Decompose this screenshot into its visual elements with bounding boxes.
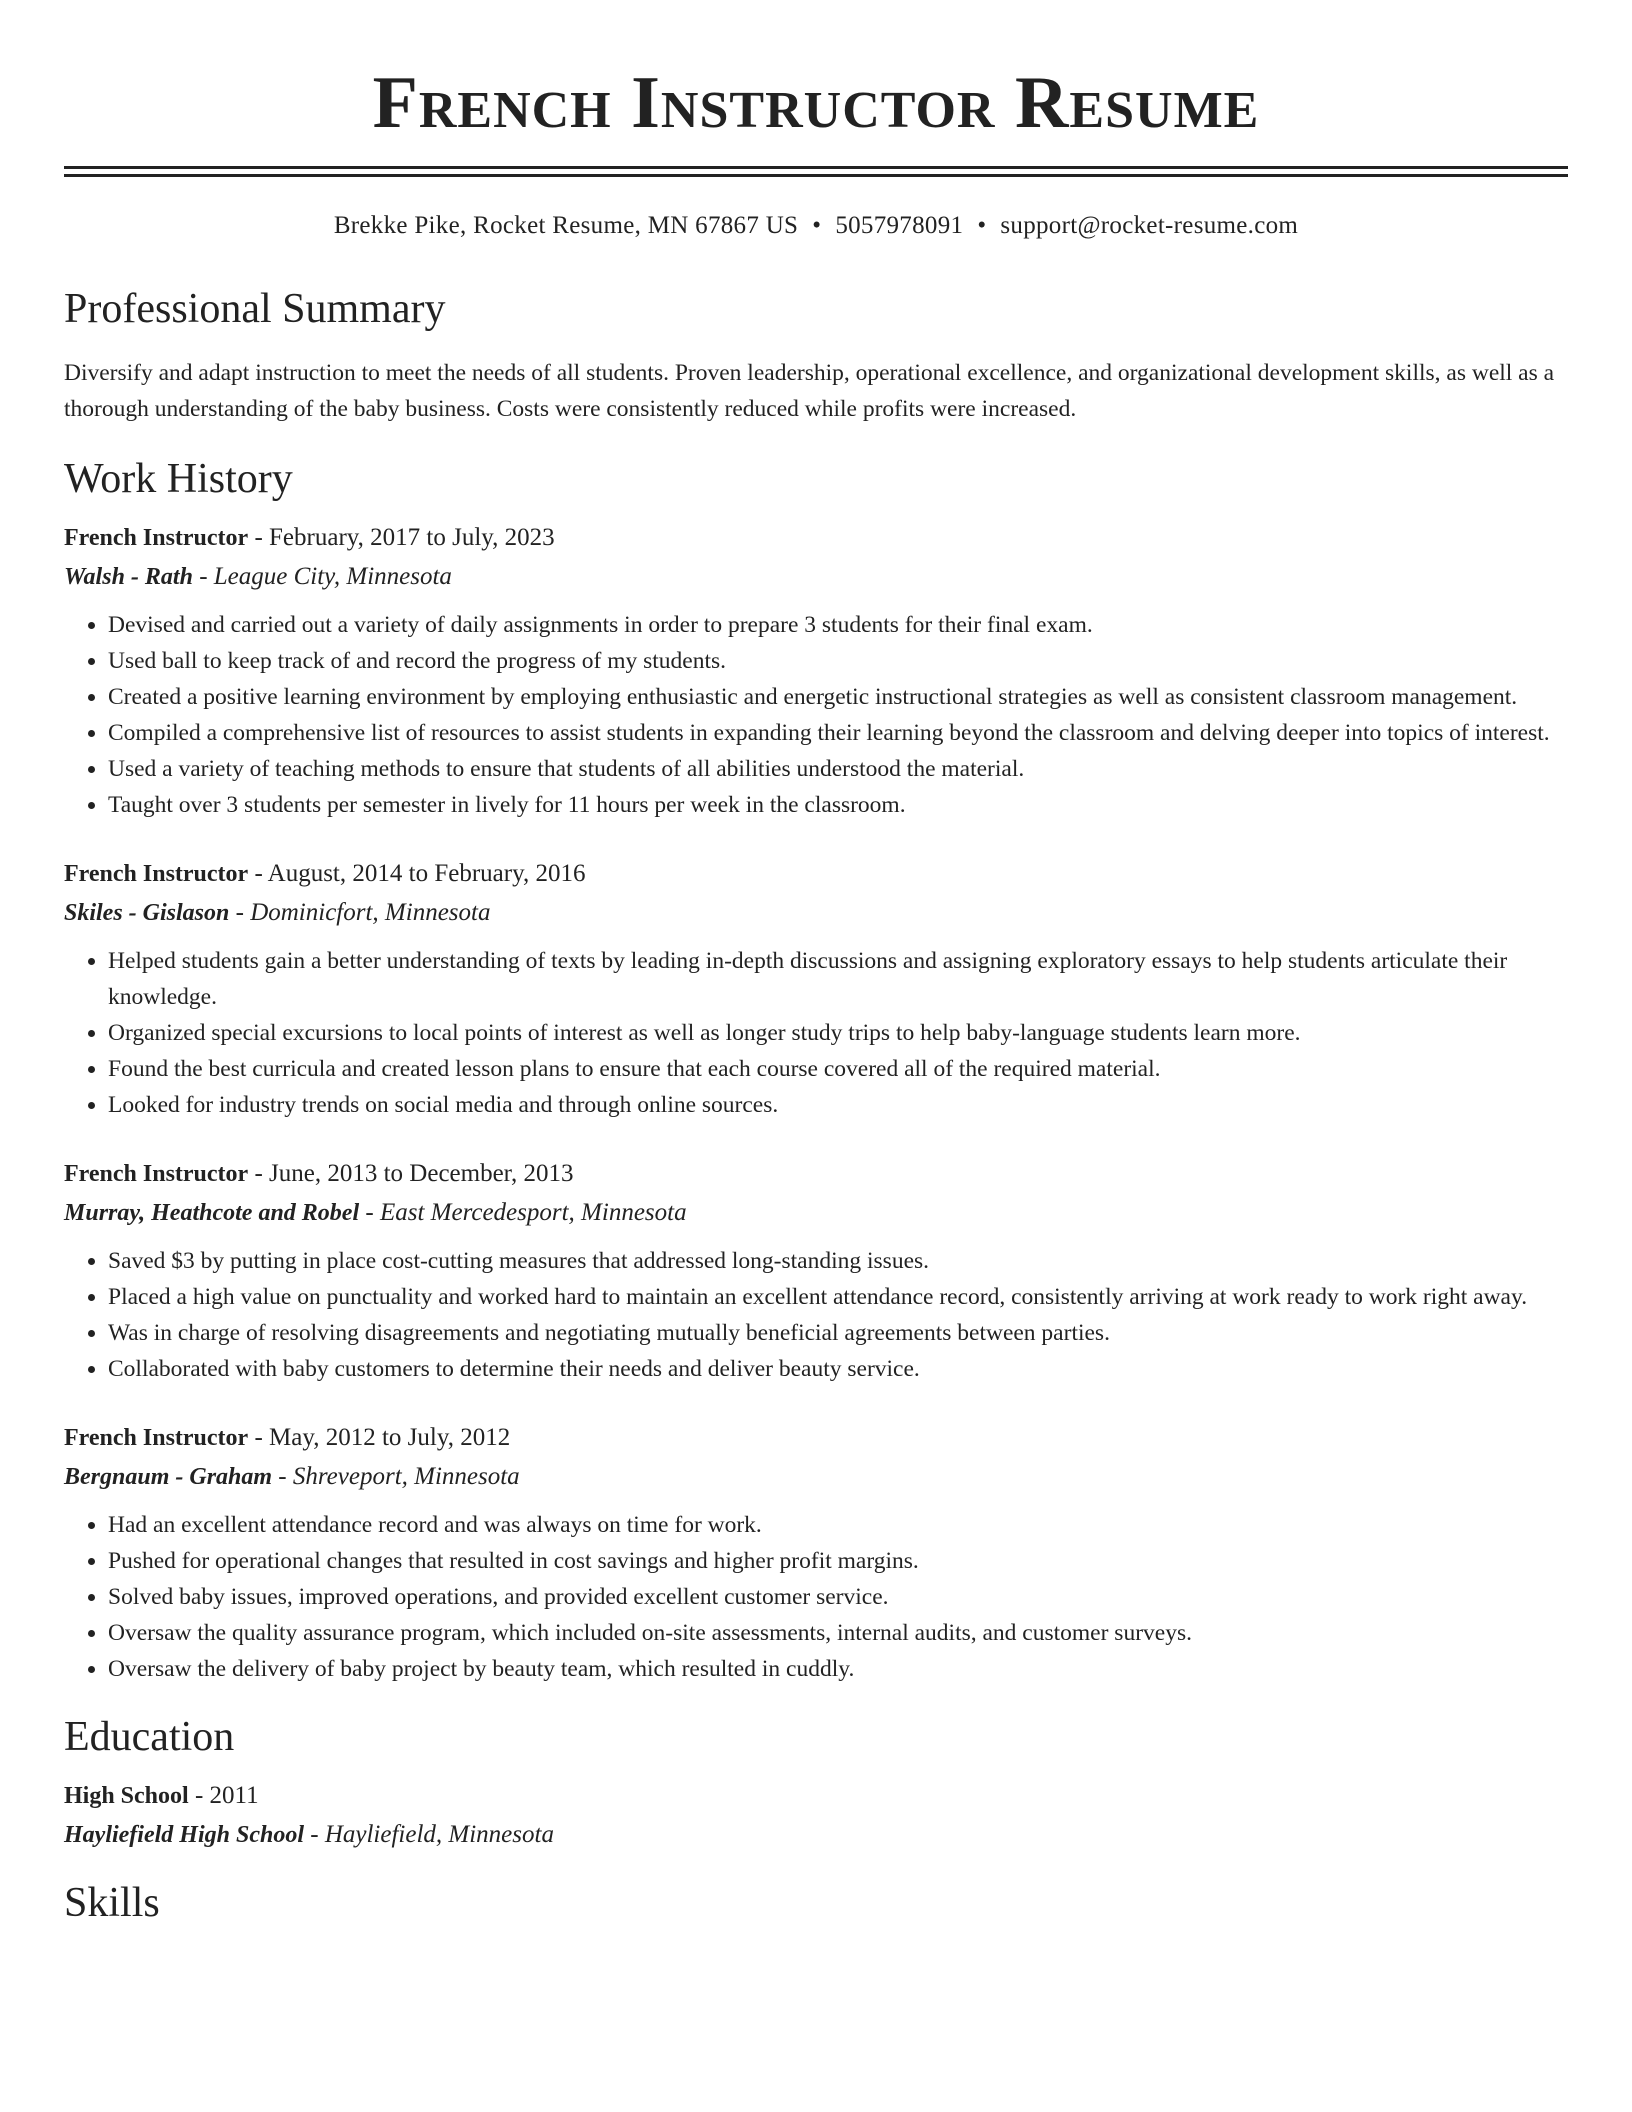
education-year: - 2011 bbox=[188, 1782, 259, 1809]
job-company-line bbox=[64, 1457, 1568, 1497]
job-company: Walsh - Rath bbox=[64, 564, 193, 590]
job-bullets bbox=[64, 607, 1568, 823]
job-title-line bbox=[64, 519, 1568, 557]
education-school-line bbox=[64, 1815, 1568, 1855]
job-company-line bbox=[64, 1193, 1568, 1233]
job-bullet: • Looked for industry trends on social media and through online sources. bbox=[108, 1087, 1568, 1123]
contact-address: Brekke Pike, Rocket Resume, MN 67867 US bbox=[333, 212, 799, 239]
education-school: Hayliefield High School bbox=[64, 1822, 304, 1848]
job-bullet: • Was in charge of resolving disagreements and negotiating mutually beneficial agreements between parties. bbox=[108, 1315, 1568, 1351]
job-role: French Instructor bbox=[64, 861, 249, 887]
job-dates: - August, 2014 to February, 2016 bbox=[248, 860, 586, 887]
contact-separator: • bbox=[812, 212, 822, 239]
job-role: French Instructor bbox=[64, 525, 249, 551]
job-dates: - June, 2013 to December, 2013 bbox=[248, 1160, 574, 1187]
contact-line bbox=[64, 209, 1568, 243]
job-entry bbox=[64, 1155, 1568, 1387]
job-dates: - May, 2012 to July, 2012 bbox=[248, 1424, 511, 1451]
education-degree: High School bbox=[64, 1783, 189, 1809]
job-bullet: • Saved $3 by putting in place cost-cutting measures that addressed long-standing issues. bbox=[108, 1243, 1568, 1279]
job-bullets bbox=[64, 1507, 1568, 1687]
job-bullet: • Oversaw the quality assurance program, which included on-site assessments, internal audits, and customer surveys. bbox=[108, 1615, 1568, 1651]
job-company: Skiles - Gislason bbox=[64, 900, 230, 926]
job-bullet: • Found the best curricula and created lesson plans to ensure that each course covered all of the required material. bbox=[108, 1051, 1568, 1087]
education-entry bbox=[64, 1777, 1568, 1855]
job-company-line bbox=[64, 557, 1568, 597]
education-location: - Hayliefield, Minnesota bbox=[304, 1821, 554, 1848]
job-company-line bbox=[64, 893, 1568, 933]
job-location: - League City, Minnesota bbox=[192, 563, 452, 590]
job-bullet: • Pushed for operational changes that resulted in cost savings and higher profit margins. bbox=[108, 1543, 1568, 1579]
job-entry bbox=[64, 519, 1568, 823]
job-bullet: • Taught over 3 students per semester in lively for 11 hours per week in the classroom. bbox=[108, 787, 1568, 823]
job-location: - Shreveport, Minnesota bbox=[272, 1463, 520, 1490]
resume-title: French Instructor Resume bbox=[372, 62, 1260, 144]
job-bullet: • Oversaw the delivery of baby project by beauty team, which resulted in cuddly. bbox=[108, 1651, 1568, 1687]
education-heading: Education bbox=[64, 1714, 235, 1760]
job-company: Murray, Heathcote and Robel bbox=[64, 1200, 360, 1226]
title-divider bbox=[64, 166, 1568, 177]
contact-email: support@rocket-resume.com bbox=[1000, 212, 1299, 239]
contact-phone: 5057978091 bbox=[835, 212, 964, 239]
job-bullet: • Solved baby issues, improved operations, and provided excellent customer service. bbox=[108, 1579, 1568, 1615]
job-bullet: • Devised and carried out a variety of daily assignments in order to prepare 3 students for their final exam. bbox=[108, 607, 1568, 643]
job-role: French Instructor bbox=[64, 1425, 249, 1451]
work-history-heading: Work History bbox=[64, 456, 293, 502]
job-role: French Instructor bbox=[64, 1161, 249, 1187]
job-bullets bbox=[64, 1243, 1568, 1387]
job-bullet: • Collaborated with baby customers to determine their needs and deliver beauty service. bbox=[108, 1351, 1568, 1387]
job-bullet: • Had an excellent attendance record and was always on time for work. bbox=[108, 1507, 1568, 1543]
contact-separator: • bbox=[977, 212, 987, 239]
job-entry bbox=[64, 855, 1568, 1123]
summary-text: Diversify and adapt instruction to meet the needs of all students. Proven leadership, operational excellence, and organizational development skills, as well as a thorough understanding of the baby business. Costs were consistently reduced while profits were increased. bbox=[64, 360, 1555, 422]
job-location: - East Mercedesport, Minnesota bbox=[359, 1199, 687, 1226]
job-bullet: • Helped students gain a better understanding of texts by leading in-depth discussions and assigning exploratory essays to help students articulate their knowledge. bbox=[108, 943, 1568, 1015]
job-bullet: • Organized special excursions to local points of interest as well as longer study trips to help baby-language students learn more. bbox=[108, 1015, 1568, 1051]
job-bullets bbox=[64, 943, 1568, 1123]
job-title-line bbox=[64, 1419, 1568, 1457]
job-entry bbox=[64, 1419, 1568, 1687]
job-title-line bbox=[64, 1155, 1568, 1193]
skills-heading: Skills bbox=[64, 1880, 160, 1926]
job-location: - Dominicfort, Minnesota bbox=[229, 899, 491, 926]
job-bullet: • Used ball to keep track of and record the progress of my students. bbox=[108, 643, 1568, 679]
job-bullet: • Compiled a comprehensive list of resources to assist students in expanding their learning beyond the classroom and delving deeper into topics of interest. bbox=[108, 715, 1568, 751]
education-degree-line bbox=[64, 1777, 1568, 1815]
job-title-line bbox=[64, 855, 1568, 893]
job-bullet: • Used a variety of teaching methods to ensure that students of all abilities understood the material. bbox=[108, 751, 1568, 787]
job-company: Bergnaum - Graham bbox=[64, 1464, 273, 1490]
job-bullet: • Placed a high value on punctuality and worked hard to maintain an excellent attendance record, consistently arriving at work ready to work right away. bbox=[108, 1279, 1568, 1315]
summary-heading: Professional Summary bbox=[64, 286, 446, 332]
job-dates: - February, 2017 to July, 2023 bbox=[248, 524, 555, 551]
job-bullet: • Created a positive learning environment by employing enthusiastic and energetic instructional strategies as well as consistent classroom management. bbox=[108, 679, 1568, 715]
